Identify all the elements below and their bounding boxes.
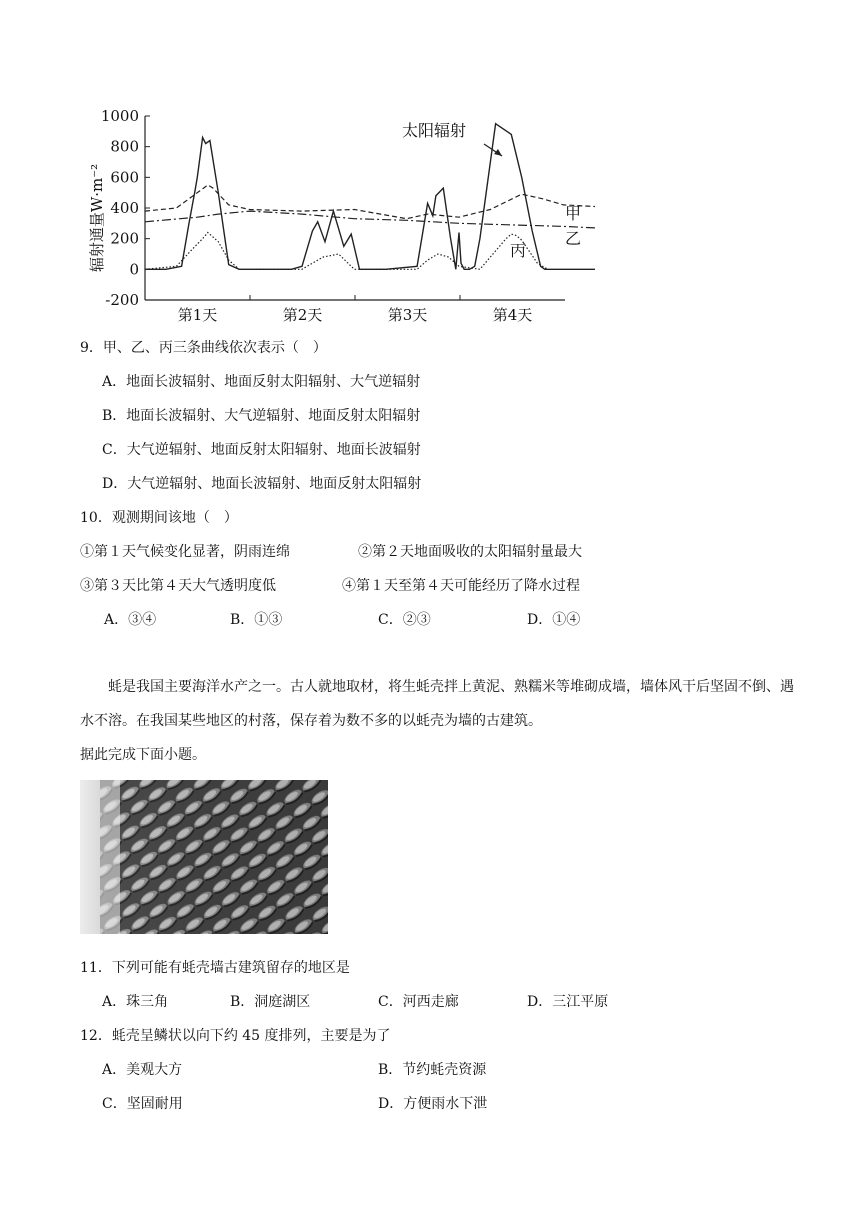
q9-option-c[interactable]: C．大气逆辐射、地面反射太阳辐射、地面长波辐射 — [102, 442, 421, 458]
series-line-dotted — [145, 233, 548, 270]
q11-option-c[interactable]: C．河西走廊 — [378, 994, 459, 1010]
q10-statement-1: ①第１天气候变化显著，阴雨连绵 — [80, 544, 290, 560]
q12-option-d[interactable]: D．方便雨水下泄 — [378, 1096, 488, 1112]
q11-option-a[interactable]: A．珠三角 — [102, 994, 169, 1010]
x-tick-label: 第2天 — [282, 306, 323, 324]
annotation-bing: 丙 — [510, 241, 527, 260]
series-line-dashdot — [145, 211, 595, 228]
y-tick-label: 0 — [129, 260, 139, 279]
q11-option-d[interactable]: D．三江平原 — [527, 994, 609, 1010]
q9-option-a[interactable]: A．地面长波辐射、地面反射太阳辐射、大气逆辐射 — [102, 374, 421, 390]
radiation-chart-svg — [80, 100, 600, 332]
annotation-arrowhead — [494, 149, 502, 156]
oyster-shell-wall-photo — [80, 780, 328, 934]
q12-stem: 12．蚝壳呈鳞状以向下约 45 度排列，主要是为了 — [80, 1028, 391, 1044]
passage-text: 蚝是我国主要海洋水产之一。古人就地取材，将生蚝壳拌上黄泥、熟糯米等堆砌成墙，墙体风干后坚固不倒、遇水不溶。在我国某些地区的村落，保存着为数不多的以蚝壳为墙的古建筑。 — [80, 679, 794, 729]
q10-statement-4: ④第１天至第４天可能经历了降水过程 — [342, 578, 580, 594]
annotation-jia: 甲 — [565, 204, 582, 223]
q9-option-d[interactable]: D．大气逆辐射、地面长波辐射、地面反射太阳辐射 — [102, 476, 422, 492]
y-tick-label: 800 — [110, 137, 139, 156]
y-tick-label: 1000 — [100, 107, 139, 125]
q10-option-b[interactable]: B．①③ — [230, 612, 283, 628]
annotation-yi: 乙 — [565, 229, 582, 248]
y-tick-label: -200 — [105, 291, 139, 309]
x-tick-label: 第4天 — [492, 306, 533, 324]
annotation-solar: 太阳辐射 — [402, 121, 467, 140]
q12-option-a[interactable]: A．美观大方 — [102, 1062, 183, 1078]
x-tick-label: 第3天 — [387, 306, 428, 324]
q12-option-c[interactable]: C．坚固耐用 — [102, 1096, 183, 1112]
x-tick-label: 第1天 — [177, 306, 218, 324]
q10-option-c[interactable]: C．②③ — [378, 612, 431, 628]
y-tick-label: 600 — [110, 168, 139, 187]
passage-lead: 据此完成下面小题。 — [80, 747, 206, 763]
y-tick-label: 400 — [110, 199, 139, 217]
series-line-solid — [145, 124, 595, 270]
oyster-shell-wall-image — [80, 780, 328, 934]
passage — [80, 670, 800, 772]
radiation-chart — [80, 100, 600, 332]
q12-option-b[interactable]: B．节约蚝壳资源 — [378, 1062, 487, 1078]
y-tick-label: 200 — [110, 229, 139, 248]
y-axis-label: 辐射通量W·m⁻² — [88, 163, 106, 273]
q9-stem: 9．甲、乙、丙三条曲线依次表示（ ） — [80, 340, 327, 356]
q11-option-b[interactable]: B．洞庭湖区 — [230, 994, 311, 1010]
q10-stem: 10．观测期间该地（ ） — [80, 510, 238, 526]
q10-option-d[interactable]: D．①④ — [527, 612, 581, 628]
q10-statement-2: ②第２天地面吸收的太阳辐射量最大 — [358, 544, 582, 560]
q10-statement-3: ③第３天比第４天大气透明度低 — [80, 578, 276, 594]
q10-option-a[interactable]: A．③④ — [104, 612, 157, 628]
series-line-dashed — [145, 185, 595, 219]
q9-option-b[interactable]: B．地面长波辐射、大气逆辐射、地面反射太阳辐射 — [102, 408, 421, 424]
q11-stem: 11．下列可能有蚝壳墙古建筑留存的地区是 — [80, 960, 350, 976]
